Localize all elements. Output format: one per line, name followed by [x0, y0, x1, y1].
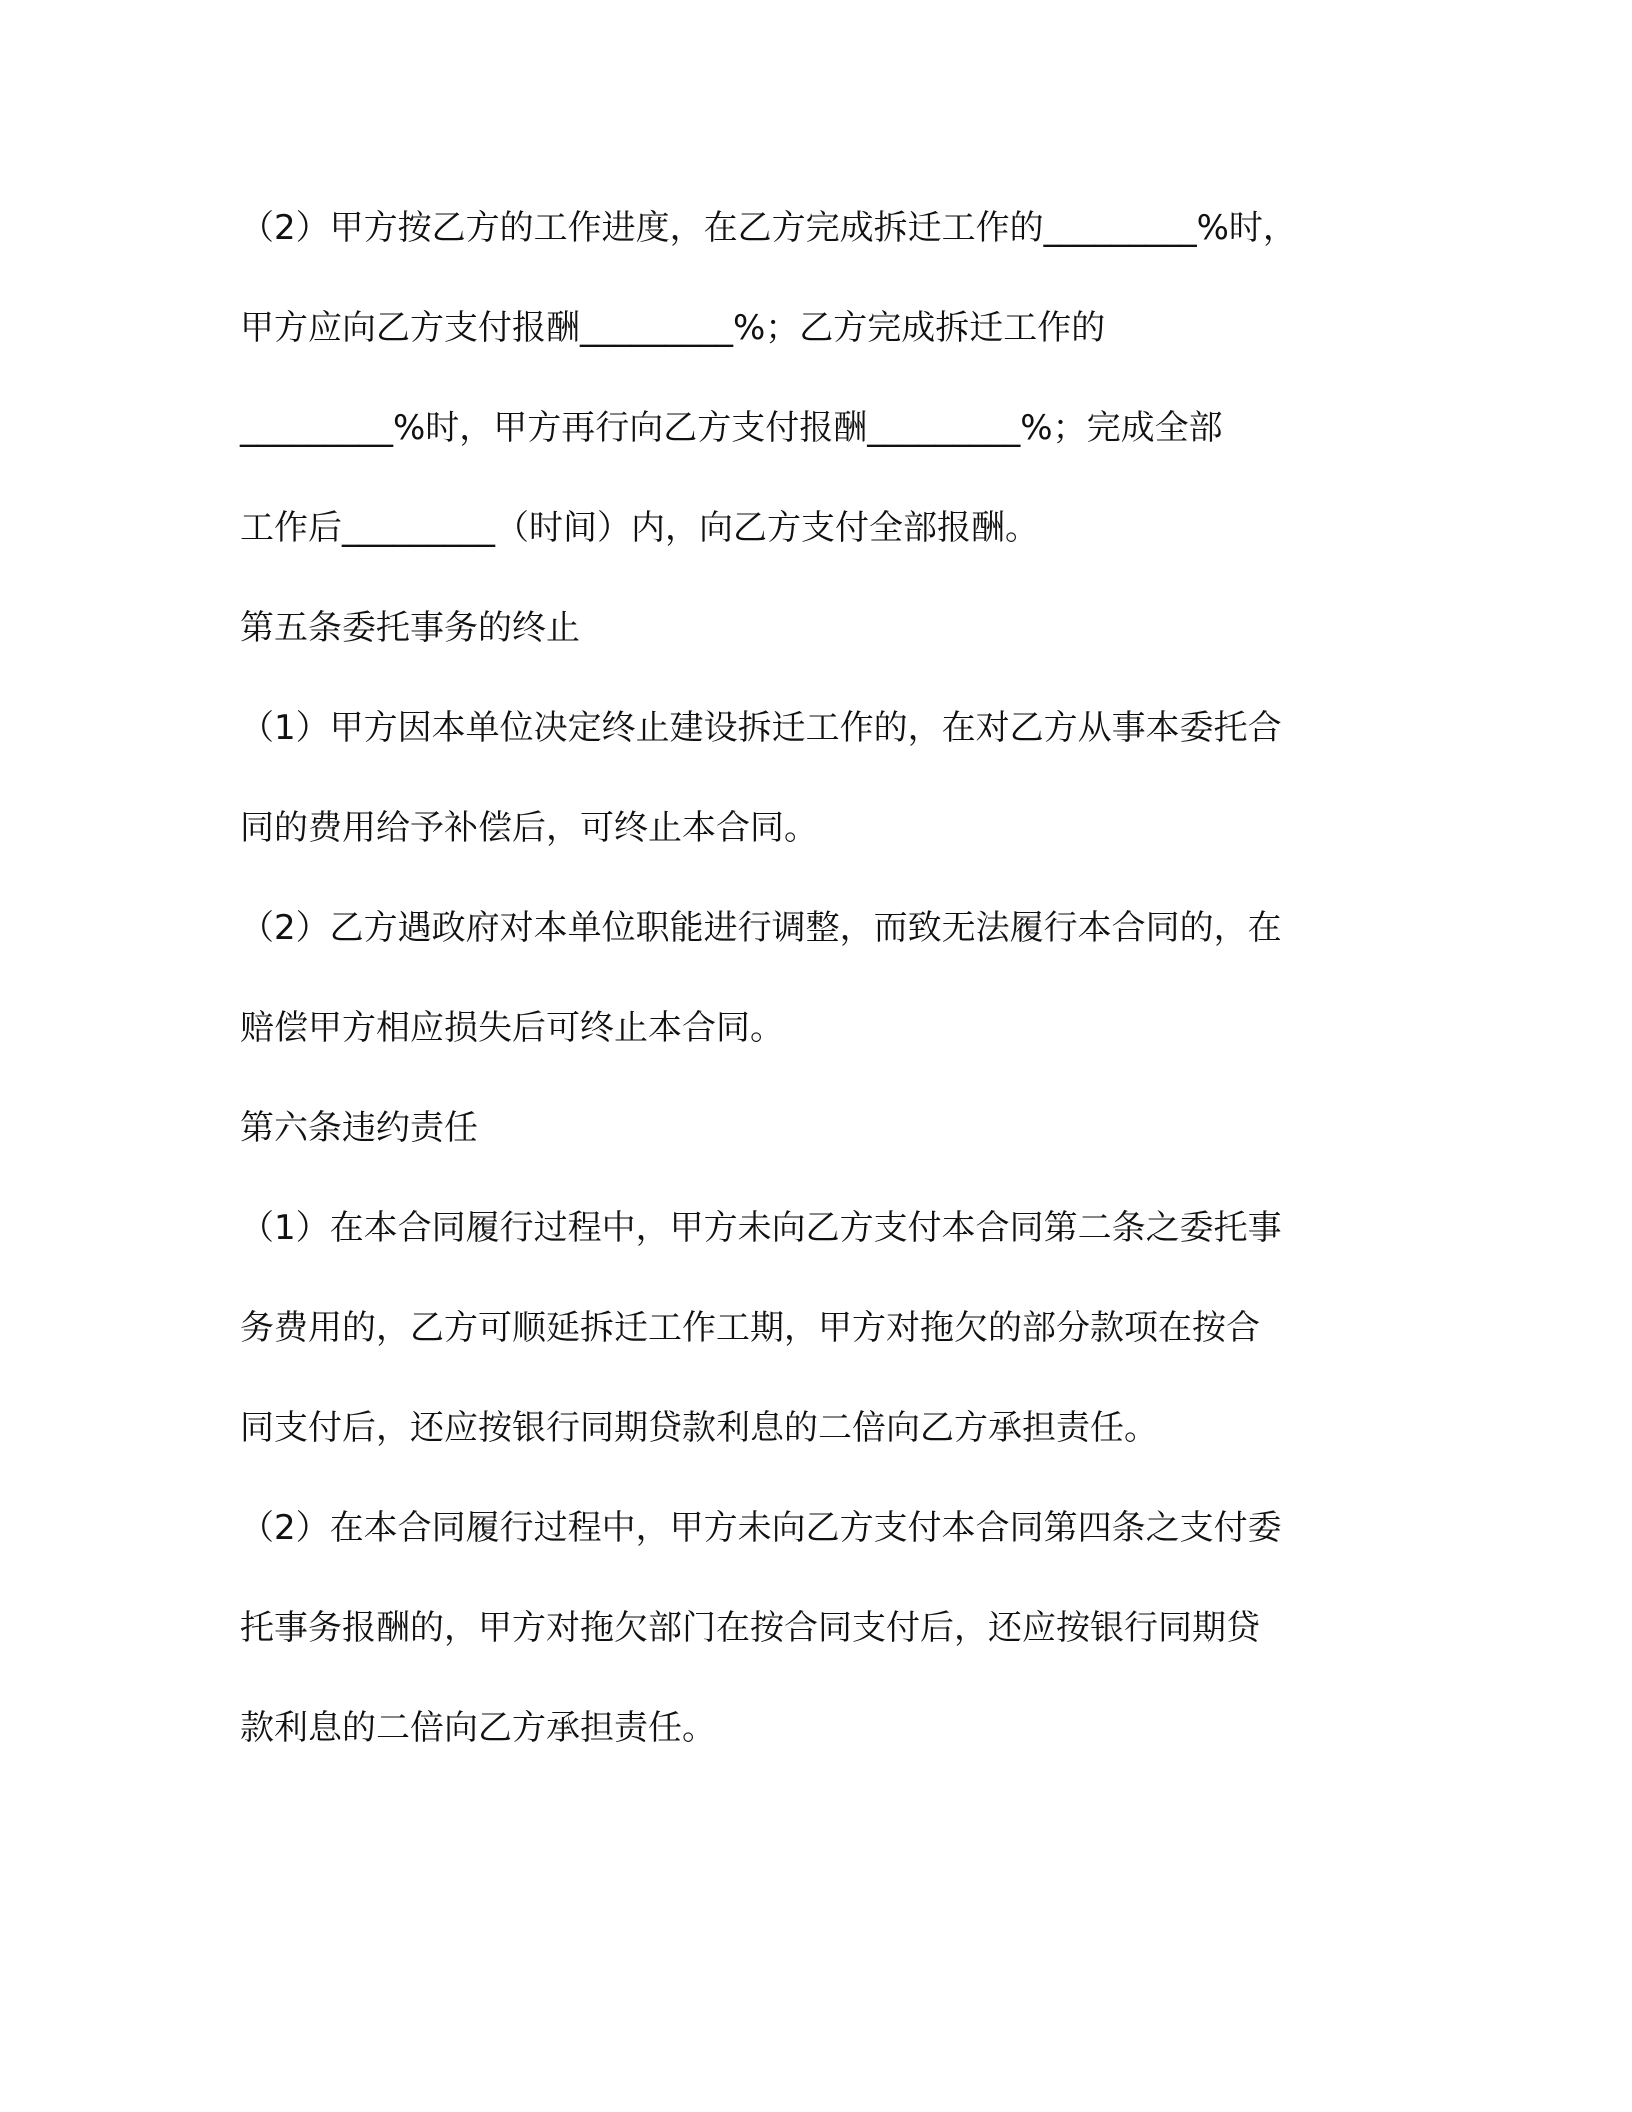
text-line: 务费用的，乙方可顺延拆迁工作工期，甲方对拖欠的部分款项在按合: [240, 1308, 1260, 1348]
text-line: _________%时，甲方再行向乙方支付报酬_________%；完成全部: [240, 408, 1223, 448]
text-line: 赔偿甲方相应损失后可终止本合同。: [240, 1008, 784, 1048]
text-line: 工作后_________（时间）内，向乙方支付全部报酬。: [240, 508, 1039, 548]
text-line: 同的费用给予补偿后，可终止本合同。: [240, 808, 818, 848]
section-heading: 第六条违约责任: [240, 1108, 478, 1148]
text-line: （2）在本合同履行过程中，甲方未向乙方支付本合同第四条之支付委: [240, 1508, 1282, 1548]
text-line: 托事务报酬的，甲方对拖欠部门在按合同支付后，还应按银行同期贷: [240, 1608, 1260, 1648]
text-line: （1）甲方因本单位决定终止建设拆迁工作的，在对乙方从事本委托合: [240, 708, 1282, 748]
text-line: 同支付后，还应按银行同期贷款利息的二倍向乙方承担责任。: [240, 1408, 1158, 1448]
text-line: （2）乙方遇政府对本单位职能进行调整，而致无法履行本合同的，在: [240, 908, 1282, 948]
text-line: （1）在本合同履行过程中，甲方未向乙方支付本合同第二条之委托事: [240, 1208, 1282, 1248]
text-line: 甲方应向乙方支付报酬_________%；乙方完成拆迁工作的: [240, 308, 1106, 348]
text-line: 款利息的二倍向乙方承担责任。: [240, 1708, 716, 1748]
text-line: （2）甲方按乙方的工作进度，在乙方完成拆迁工作的_________%时，: [240, 208, 1297, 248]
section-heading: 第五条委托事务的终止: [240, 608, 580, 648]
document-body: [240, 178, 1400, 1778]
